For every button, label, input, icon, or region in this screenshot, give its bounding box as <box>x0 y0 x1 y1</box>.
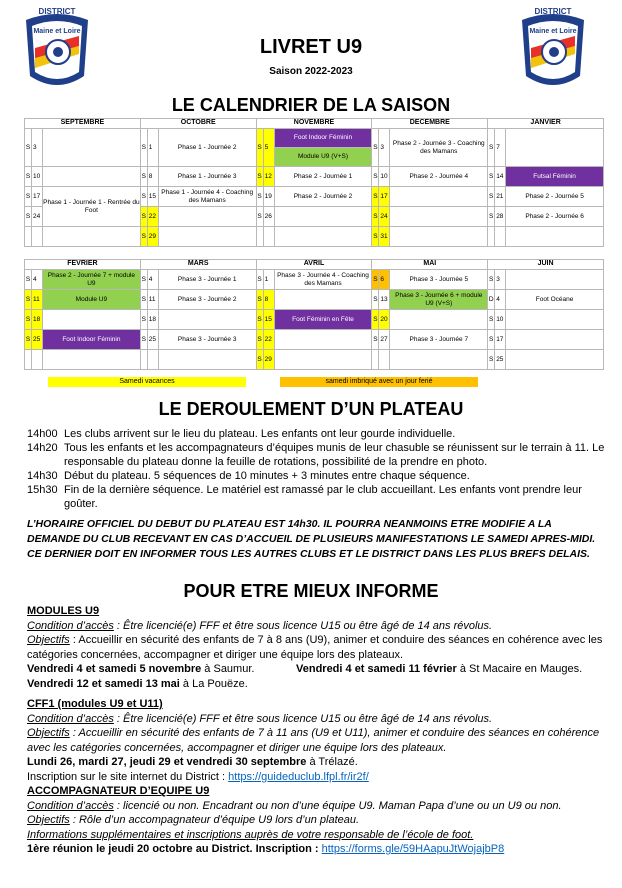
modules-date: Vendredi 12 et samedi 13 mai <box>27 677 180 690</box>
day-number: 17 <box>32 187 43 207</box>
day-letter: S <box>25 129 32 167</box>
day-number: 25 <box>147 330 158 350</box>
modules-condition: : Être licencié(e) FFF et être sous licence U15 ou être âgé de 14 ans révolus. <box>113 619 493 632</box>
event-cell <box>506 310 604 330</box>
accompagnateur-more-info: Informations supplémentaires et inscriptions auprès de votre responsable de l’école de foot. <box>27 828 474 841</box>
day-number: 13 <box>379 290 390 310</box>
event-cell: Phase 2 - Journée 2 <box>274 187 372 207</box>
schedule-text: Début du plateau. 5 séquences de 10 minutes + 3 minutes entre chaque séquence. <box>64 470 470 482</box>
cff1-signup-link[interactable]: https://guideduclub.lfpl.fr/ir2f/ <box>228 770 369 783</box>
day-letter: S <box>372 290 379 310</box>
event-cell: Phase 2 - Journée 1 <box>274 167 372 187</box>
day-letter: S <box>256 290 263 310</box>
event-cell: Phase 3 - Journée 7 <box>390 330 488 350</box>
day-number: 4 <box>32 270 43 290</box>
day-number: 22 <box>147 207 158 227</box>
day-letter: S <box>25 187 32 207</box>
day-letter: S <box>372 270 379 290</box>
day-letter: S <box>140 310 147 330</box>
event-cell: Foot Indoor Féminin <box>274 129 372 148</box>
event-cell: Phase 1 - Journée 4 - Coaching des Mamans <box>158 187 256 207</box>
condition-label: Condition d’accès <box>27 712 114 725</box>
day-number: 11 <box>32 290 43 310</box>
event-cell: Module U9 (V+S) <box>274 148 372 167</box>
month-header: MAI <box>372 260 488 270</box>
modules-date: Vendredi 4 et samedi 5 novembre <box>27 663 202 675</box>
day-number: 17 <box>495 330 506 350</box>
day-number: 10 <box>379 167 390 187</box>
modules-place: à St Macaire en Mauges. <box>456 663 583 675</box>
schedule-row <box>27 469 607 483</box>
schedule-time: 14h20 <box>27 442 58 454</box>
day-number: 22 <box>263 330 274 350</box>
day-letter: S <box>140 129 147 167</box>
month-header: AVRIL <box>256 260 372 270</box>
month-header: OCTOBRE <box>140 119 256 129</box>
day-number: 29 <box>147 227 158 247</box>
modules-objectives: : Accueillir en sécurité des enfants de 7 à 8 ans (U9), animer et conduire des séances en cohérence avec les catégories concernées, accompagner et diriger une équipe lors des plateaux. <box>27 634 603 661</box>
cff1-condition: : Être licencié(e) FFF et être sous licence U15 ou être âgé de 14 ans révolus. <box>113 712 493 725</box>
event-cell <box>43 167 141 187</box>
day-letter: S <box>488 187 495 207</box>
cff1-dates: Lundi 26, mardi 27, jeudi 29 et vendredi 30 septembre <box>27 756 307 768</box>
schedule-text: Fin de la dernière séquence. Le matériel est ramassé par le club accueillant. Les enfants vont prendre leur goûter. <box>64 484 582 510</box>
event-cell <box>43 310 141 330</box>
legend-bridge-saturday: samedi imbriqué avec un jour ferié <box>280 377 478 387</box>
day-letter: S <box>488 129 495 167</box>
day-number: 11 <box>147 290 158 310</box>
day-number: 1 <box>147 129 158 167</box>
day-number: 3 <box>32 129 43 167</box>
event-cell: Phase 1 - Journée 2 <box>158 129 256 167</box>
condition-label: Condition d’accès <box>27 619 114 632</box>
day-letter: S <box>256 167 263 187</box>
day-letter: S <box>140 167 147 187</box>
event-cell <box>274 330 372 350</box>
day-letter: S <box>372 187 379 207</box>
day-number: 1 <box>263 270 274 290</box>
day-number: 29 <box>263 350 274 370</box>
month-header: DECEMBRE <box>372 119 488 129</box>
day-letter: S <box>256 350 263 370</box>
day-letter: S <box>256 129 263 167</box>
event-cell: Module U9 <box>43 290 141 310</box>
day-number: 17 <box>379 187 390 207</box>
day-number: 20 <box>379 310 390 330</box>
event-cell: Phase 2 - Journée 6 <box>506 207 604 227</box>
month-header-row <box>25 260 604 270</box>
accompagnateur-objectives: : Rôle d’un accompagnateur d’équipe U9 lors d’un plateau. <box>69 814 360 826</box>
day-number: 18 <box>32 310 43 330</box>
day-letter: S <box>25 270 32 290</box>
condition-label: Condition d’accès <box>27 799 114 812</box>
day-letter: S <box>488 350 495 370</box>
month-header-row <box>25 119 604 129</box>
event-cell: Futsal Féminin <box>506 167 604 187</box>
modules-place: à La Pouëze. <box>179 677 248 690</box>
event-cell <box>390 187 488 207</box>
month-header: FEVRIER <box>25 260 141 270</box>
day-letter: S <box>140 187 147 207</box>
modules-u9-title: MODULES U9 <box>27 605 100 617</box>
event-cell <box>390 310 488 330</box>
day-letter: S <box>140 330 147 350</box>
day-letter: S <box>372 227 379 247</box>
month-header: JUIN <box>488 260 604 270</box>
event-cell <box>390 207 488 227</box>
calendar-title: LE CALENDRIER DE LA SAISON <box>171 95 451 115</box>
event-cell: Phase 3 - Journée 6 + module U9 (V+S) <box>390 290 488 310</box>
day-number: 7 <box>495 129 506 167</box>
schedule-time: 14h30 <box>27 470 58 482</box>
calendar-table-1 <box>24 118 604 247</box>
day-letter: S <box>140 290 147 310</box>
day-number: 10 <box>32 167 43 187</box>
day-letter: S <box>256 330 263 350</box>
day-letter: S <box>372 167 379 187</box>
legend-holiday-saturday: Samedi vacances <box>48 377 246 387</box>
season-label: Saison 2022-2023 <box>269 66 353 77</box>
schedule-row <box>27 483 607 511</box>
event-cell: Phase 2 - Journée 3 - Coaching des Mamans <box>390 129 488 167</box>
event-cell: Phase 3 - Journée 5 <box>390 270 488 290</box>
day-number: 10 <box>495 310 506 330</box>
objectives-label: Objectifs <box>27 814 70 826</box>
day-letter: S <box>372 207 379 227</box>
day-letter: S <box>25 167 32 187</box>
cff1-title: CFF1 (modules U9 et U11) <box>27 698 163 710</box>
modules-place: à Saumur. <box>201 663 255 675</box>
month-header: NOVEMBRE <box>256 119 372 129</box>
day-number: 15 <box>263 310 274 330</box>
schedule-text: Tous les enfants et les accompagnateurs d’équipes munis de leur chasuble se réunissent sur le terrain à 11. Le responsable du plateau donne la feuille de rotations, possibilité de la prendre en photo. <box>64 442 605 468</box>
day-number: 18 <box>147 310 158 330</box>
day-number: 4 <box>495 290 506 310</box>
modules-date: Vendredi 4 et samedi 11 février <box>296 663 457 675</box>
day-letter: S <box>488 167 495 187</box>
day-letter: S <box>25 207 32 227</box>
cff1-place: à Trélazé. <box>306 756 358 768</box>
day-number: 26 <box>263 207 274 227</box>
day-letter: S <box>256 310 263 330</box>
reunion-signup-link[interactable]: https://forms.gle/59HAapuJtWojajbP8 <box>321 843 505 855</box>
schedule-row <box>27 427 607 441</box>
event-cell: Phase 3 - Journée 2 <box>158 290 256 310</box>
section-title-info: POUR ETRE MIEUX INFORME <box>183 581 439 601</box>
schedule-time: 14h00 <box>27 428 58 440</box>
event-cell <box>158 207 256 227</box>
objectives-label: Objectifs <box>27 727 70 739</box>
day-number: 3 <box>379 129 390 167</box>
day-number: 25 <box>495 350 506 370</box>
event-cell: Foot Féminin en Fête <box>274 310 372 330</box>
day-number: 28 <box>495 207 506 227</box>
cff1-signup-text: Inscription sur le site internet du District : <box>27 770 229 783</box>
day-number: 8 <box>263 290 274 310</box>
logo-ring-text: Maine et Loire <box>529 28 577 35</box>
event-cell <box>274 207 372 227</box>
day-letter: S <box>372 330 379 350</box>
logo-ring-text: Maine et Loire <box>33 28 81 35</box>
accompagnateur-condition: : licencié ou non. Encadrant ou non d’une équipe U9. Maman Papa d’une ou un U9 ou non. <box>113 799 562 812</box>
day-letter: D <box>488 290 495 310</box>
day-number: 19 <box>263 187 274 207</box>
logo-text: DISTRICT <box>534 7 572 16</box>
day-letter: S <box>256 207 263 227</box>
event-cell <box>506 129 604 167</box>
day-letter: S <box>140 207 147 227</box>
schedule-text: Les clubs arrivent sur le lieu du plateau. Les enfants ont leur gourde individuelle. <box>64 428 456 440</box>
cff1-objectives: : Accueillir en sécurité des enfants de 7 à 11 ans (U9 et U11), animer et conduire des séances en cohérence avec les catégories concernées, accompagner et diriger une équipe lors des plateaux. <box>27 727 600 754</box>
day-letter: S <box>256 270 263 290</box>
event-cell <box>506 270 604 290</box>
event-cell: Phase 1 - Journée 1 - Rentrée du Foot <box>43 187 141 227</box>
calendar-table-2 <box>24 259 604 370</box>
reunion-text: 1ère réunion le jeudi 20 octobre au District. Inscription : <box>27 843 322 855</box>
day-letter: S <box>488 310 495 330</box>
day-number: 4 <box>147 270 158 290</box>
day-number: 14 <box>495 167 506 187</box>
event-cell: Phase 1 - Journée 3 <box>158 167 256 187</box>
day-letter: S <box>25 290 32 310</box>
day-number: 27 <box>379 330 390 350</box>
day-letter: S <box>372 310 379 330</box>
logo-text: DISTRICT <box>38 7 76 16</box>
month-header: MARS <box>140 260 256 270</box>
day-number: 6 <box>379 270 390 290</box>
event-cell: Phase 2 - Journée 7 + module U9 <box>43 270 141 290</box>
info-section <box>27 604 607 857</box>
day-number: 31 <box>379 227 390 247</box>
event-cell: Foot Indoor Féminin <box>43 330 141 350</box>
month-header: SEPTEMBRE <box>25 119 141 129</box>
event-cell: Phase 2 - Journée 5 <box>506 187 604 207</box>
event-cell: Phase 3 - Journée 4 - Coaching des Mamans <box>274 270 372 290</box>
day-letter: S <box>488 270 495 290</box>
schedule-time: 15h30 <box>27 484 58 496</box>
event-cell: Foot Océane <box>506 290 604 310</box>
day-letter: S <box>140 227 147 247</box>
day-number: 12 <box>263 167 274 187</box>
month-header: JANVIER <box>488 119 604 129</box>
accompagnateur-title: ACCOMPAGNATEUR D’EQUIPE U9 <box>27 785 210 797</box>
day-number: 25 <box>32 330 43 350</box>
day-letter: S <box>488 330 495 350</box>
day-number: 5 <box>263 129 274 167</box>
schedule-row <box>27 441 607 469</box>
day-letter: S <box>25 330 32 350</box>
day-letter: S <box>140 270 147 290</box>
plateau-schedule <box>27 427 607 511</box>
event-cell: Phase 3 - Journée 1 <box>158 270 256 290</box>
day-number: 21 <box>495 187 506 207</box>
day-letter: S <box>25 310 32 330</box>
event-cell: Phase 3 - Journée 3 <box>158 330 256 350</box>
day-letter: S <box>488 207 495 227</box>
day-number: 24 <box>32 207 43 227</box>
objectives-label: Objectifs <box>27 634 70 646</box>
day-number: 8 <box>147 167 158 187</box>
day-number: 3 <box>495 270 506 290</box>
day-number: 24 <box>379 207 390 227</box>
event-cell: Phase 2 - Journée 4 <box>390 167 488 187</box>
day-number: 15 <box>147 187 158 207</box>
event-cell <box>158 310 256 330</box>
event-cell <box>506 330 604 350</box>
official-time-note: L’HORAIRE OFFICIEL DU DEBUT DU PLATEAU EST 14h30. IL POURRA NEANMOINS ETRE MODIFIE A LA DEMANDE DU CLUB RECEVANT EN CAS D’ACCUEIL DE PLUSIEURS MANIFESTATIONS LE SAMEDI APRES-MIDI. CE DERNIER DOIT EN INFORMER TOUS LES AUTRES CLUBS ET LE DISTRICT DANS LES PLUS BREFS DELAIS. <box>27 518 596 560</box>
event-cell <box>43 129 141 167</box>
page-title: LIVRET U9 <box>259 36 363 58</box>
event-cell <box>274 290 372 310</box>
section-title-plateau: LE DEROULEMENT D’UN PLATEAU <box>158 399 464 419</box>
day-letter: S <box>372 129 379 167</box>
day-letter: S <box>256 187 263 207</box>
